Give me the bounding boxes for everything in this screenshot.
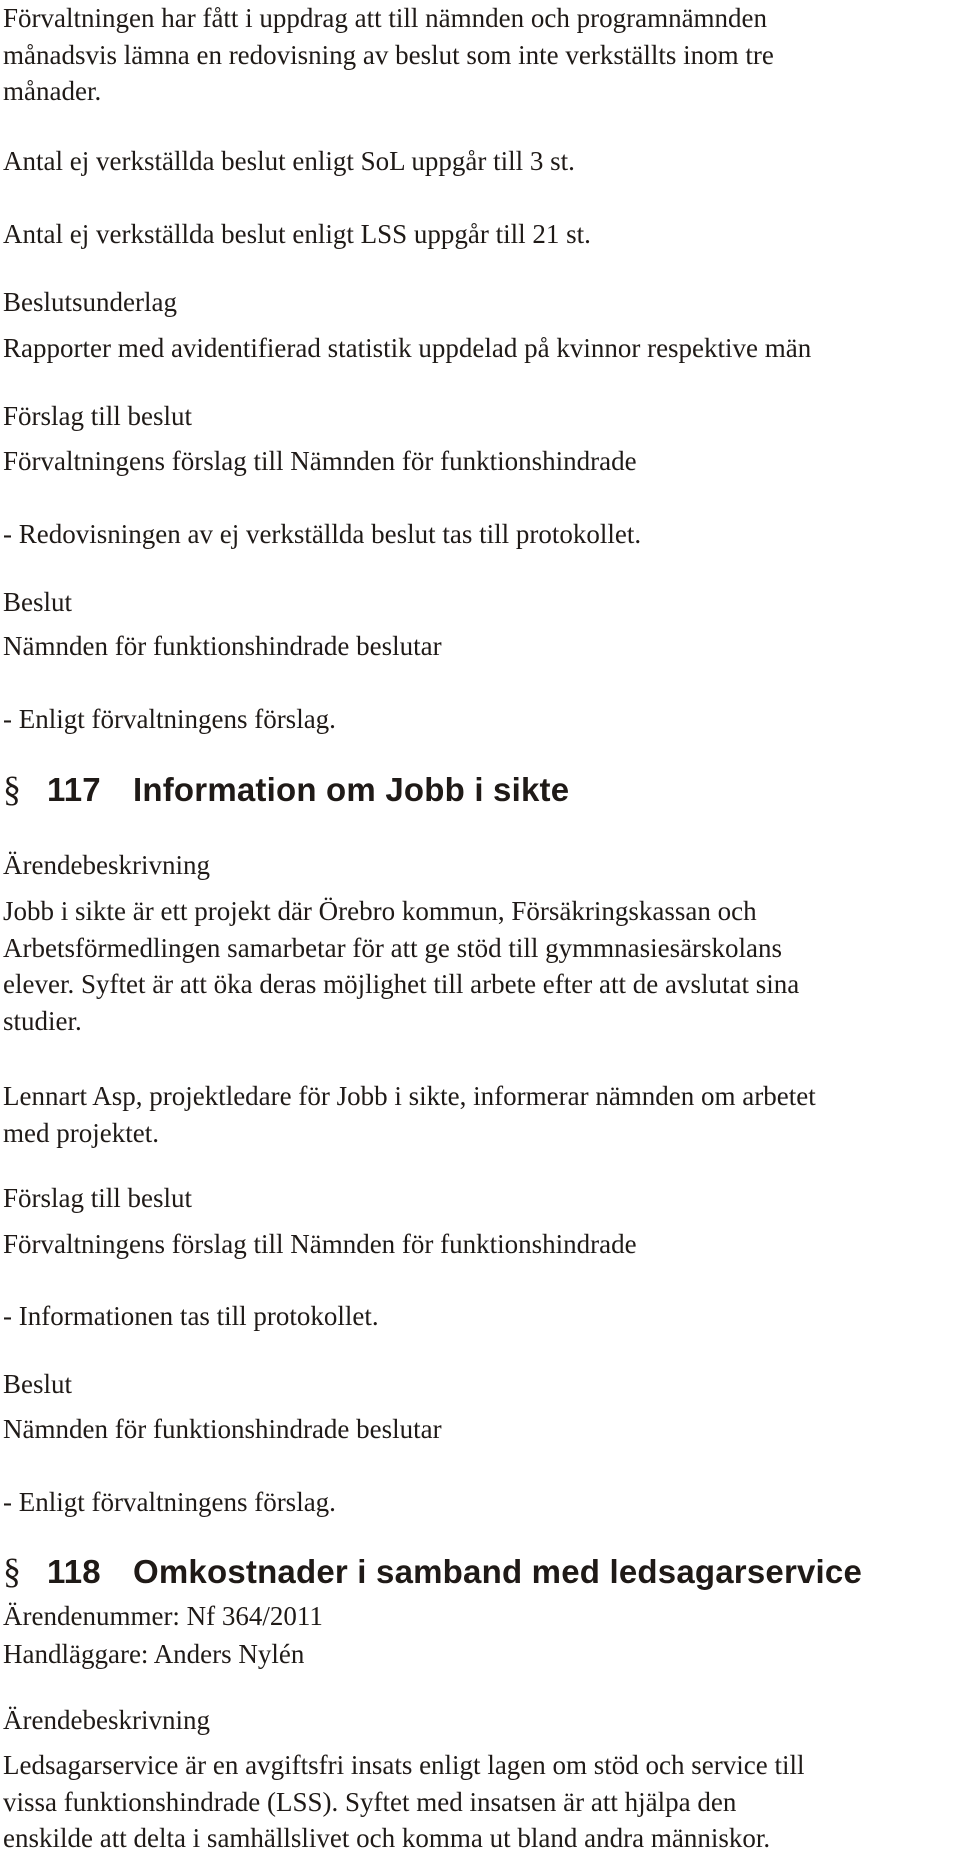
beslut-item: - Enligt förvaltningens förslag.: [3, 704, 336, 734]
section-118-heading: [3, 1551, 862, 1592]
description-line: studier.: [3, 1005, 82, 1036]
section-number: 118: [47, 1553, 101, 1590]
beslutsunderlag-heading: Beslutsunderlag: [3, 287, 177, 317]
description-line: enskilde att delta i samhällslivet och komma ut bland andra människor.: [3, 1823, 771, 1853]
information-line: Lennart Asp, projektledare för Jobb i sikte, informerar nämnden om arbetet: [3, 1081, 816, 1111]
beslut-text: Nämnden för funktionshindrade beslutar: [3, 631, 442, 661]
description-line: Ledsagarservice är en avgiftsfri insats enligt lagen om stöd och service till: [3, 1750, 805, 1780]
forslag-item: - Informationen tas till protokollet.: [3, 1301, 379, 1331]
forslag-text: Förvaltningens förslag till Nämnden för funktionshindrade: [3, 446, 637, 476]
beslut-heading: Beslut: [3, 1369, 73, 1399]
information-text: [3, 1078, 816, 1151]
intro-line: månadsvis lämna en redovisning av beslut som inte verkställts inom tre: [3, 39, 774, 70]
arendebeskrivning-text: [3, 1747, 804, 1857]
forslag-text: Förvaltningens förslag till Nämnden för funktionshindrade: [3, 1229, 637, 1259]
intro-line: Förvaltningen har fått i uppdrag att till nämnden och programnämnden: [3, 3, 768, 33]
arendenummer-text: Ärendenummer: Nf 364/2011: [3, 1601, 323, 1631]
arendebeskrivning-text: [3, 893, 799, 1039]
forslag-heading: Förslag till beslut: [3, 401, 192, 431]
description-line: Arbetsförmedlingen samarbetar för att ge stöd till gymmnasiesärskolans: [3, 932, 783, 963]
lss-count-text: Antal ej verkställda beslut enligt LSS uppgår till 21 st.: [3, 219, 591, 249]
section-number: 117: [47, 771, 101, 808]
forslag-heading: Förslag till beslut: [3, 1183, 192, 1213]
section-symbol: §: [3, 1551, 22, 1591]
handlaggare-text: Handläggare: Anders Nylén: [3, 1639, 305, 1669]
section-title: Information om Jobb i sikte: [133, 771, 570, 808]
description-line: vissa funktionshindrade (LSS). Syftet med insatsen är att hjälpa den: [3, 1786, 737, 1817]
forslag-item: - Redovisningen av ej verkställda beslut tas till protokollet.: [3, 519, 642, 549]
information-line: med projektet.: [3, 1117, 159, 1148]
beslut-item: - Enligt förvaltningens förslag.: [3, 1487, 336, 1517]
section-117-heading: [3, 769, 569, 810]
arendebeskrivning-heading: Ärendebeskrivning: [3, 850, 210, 880]
section-symbol: §: [3, 769, 22, 809]
intro-line: månader.: [3, 76, 102, 106]
intro-paragraph: [3, 0, 774, 110]
beslut-heading: Beslut: [3, 587, 73, 617]
description-line: elever. Syftet är att öka deras möjlighet till arbete efter att de avslutat sina: [3, 969, 800, 999]
beslutsunderlag-text: Rapporter med avidentifierad statistik uppdelad på kvinnor respektive män: [3, 333, 812, 363]
description-line: Jobb i sikte är ett projekt där Örebro kommun, Försäkringskassan och: [3, 896, 757, 926]
section-title: Omkostnader i samband med ledsagarservice: [133, 1553, 863, 1590]
beslut-text: Nämnden för funktionshindrade beslutar: [3, 1414, 442, 1444]
sol-count-text: Antal ej verkställda beslut enligt SoL uppgår till 3 st.: [3, 146, 575, 176]
arendebeskrivning-heading: Ärendebeskrivning: [3, 1705, 210, 1735]
